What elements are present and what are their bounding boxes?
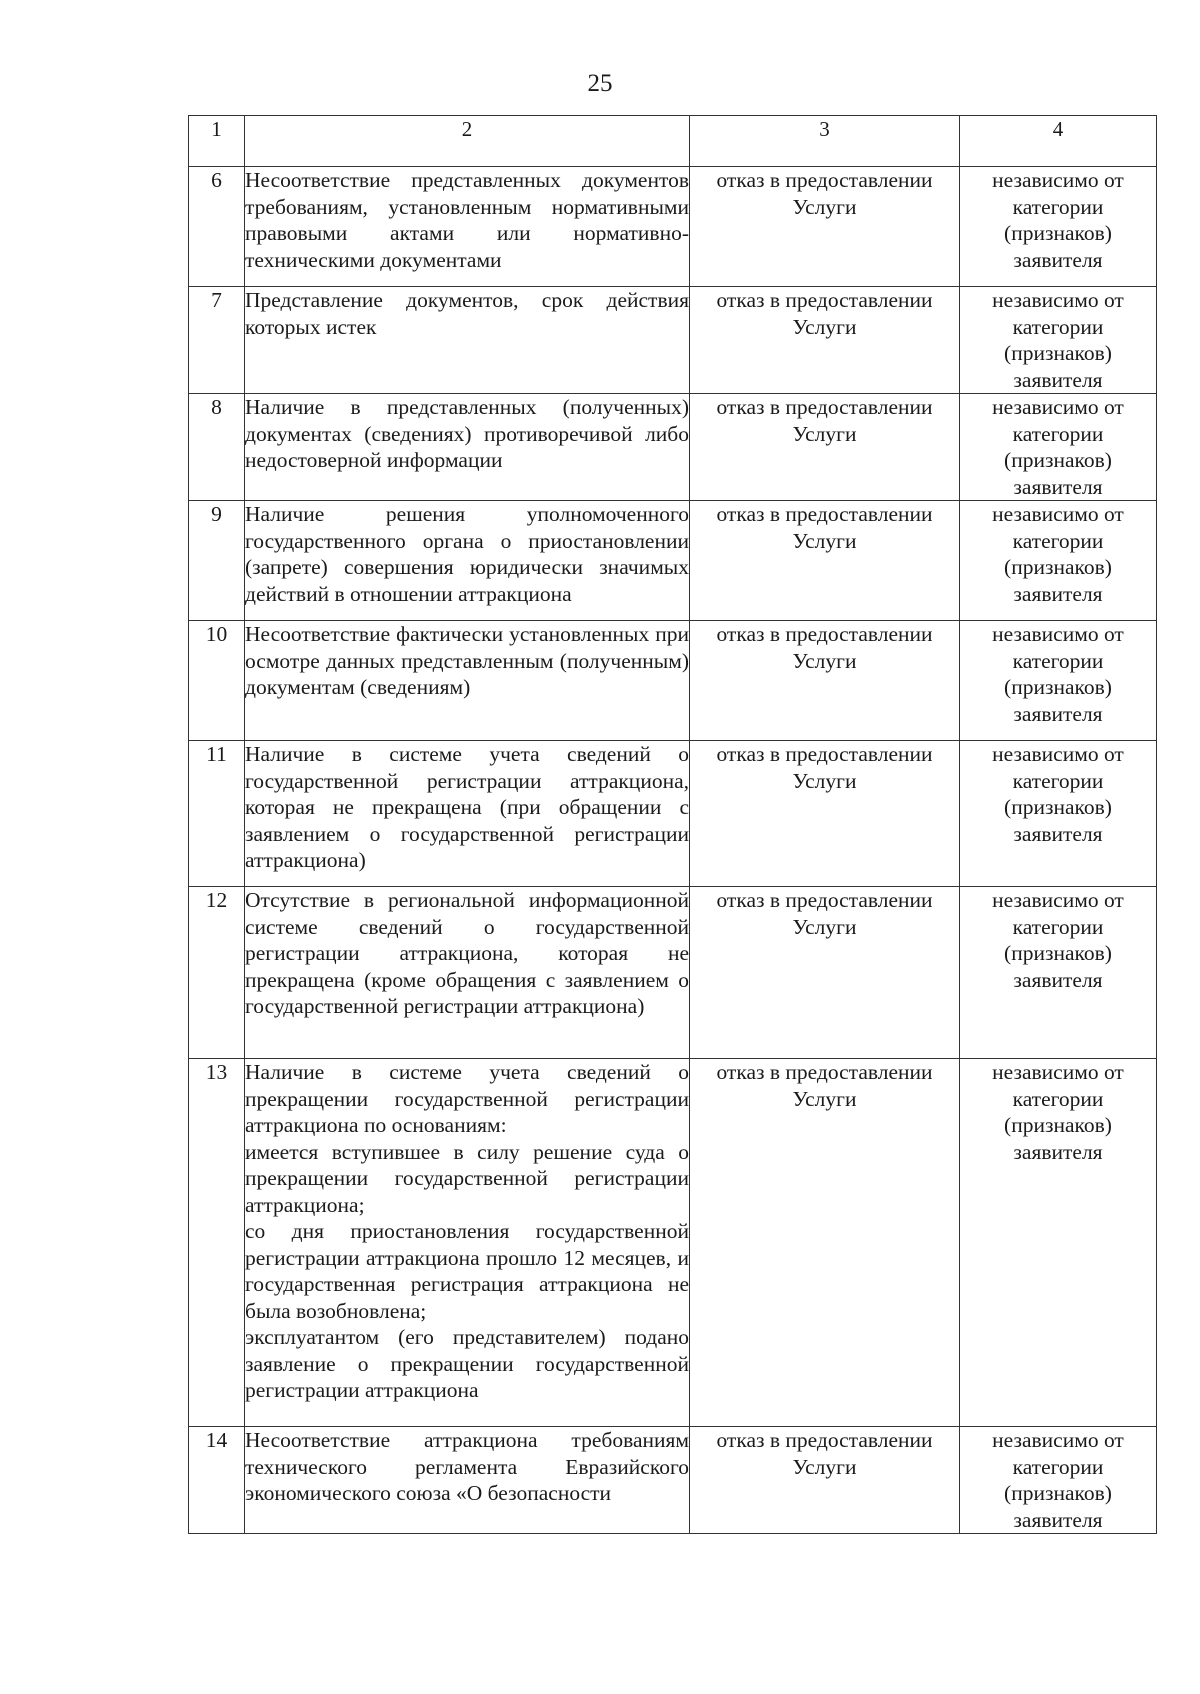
- column-header: 2: [245, 116, 690, 167]
- row-number: 13: [189, 1059, 245, 1427]
- refusal-result: отказ в предоставлении Услуги: [690, 167, 960, 287]
- refusal-result: отказ в предоставлении Услуги: [690, 394, 960, 501]
- table-row: [189, 167, 1157, 287]
- applicant-category: независимо от категории (признаков) заявителя: [960, 167, 1157, 287]
- table-header-row: [189, 116, 1157, 167]
- refusal-reason: Наличие в представленных (полученных) документах (сведениях) противоречивой либо недостоверной информации: [245, 395, 689, 472]
- table-row: [189, 394, 1157, 501]
- refusal-result: отказ в предоставлении Услуги: [690, 501, 960, 621]
- row-number: 9: [189, 501, 245, 621]
- applicant-category: независимо от категории (признаков) заявителя: [960, 287, 1157, 394]
- table-row: [189, 741, 1157, 887]
- refusal-reason: Отсутствие в региональной информационной системе сведений о государственной регистрации аттракциона, которая не прекращена (кроме обращения с заявлением о государственной регистрации аттракциона): [245, 888, 689, 1018]
- applicant-category: независимо от категории (признаков) заявителя: [960, 1427, 1157, 1534]
- table-row: [189, 287, 1157, 394]
- page-number: 25: [587, 70, 613, 97]
- row-number: 8: [189, 394, 245, 501]
- applicant-category: независимо от категории (признаков) заявителя: [960, 741, 1157, 887]
- row-number: 14: [189, 1427, 245, 1534]
- refusal-result: отказ в предоставлении Услуги: [690, 287, 960, 394]
- row-number: 10: [189, 621, 245, 741]
- row-number: 12: [189, 887, 245, 1059]
- row-number: 11: [189, 741, 245, 887]
- column-header: 1: [189, 116, 245, 167]
- table-row: [189, 501, 1157, 621]
- table-row: [189, 887, 1157, 1059]
- refusal-result: отказ в предоставлении Услуги: [690, 621, 960, 741]
- applicant-category: независимо от категории (признаков) заявителя: [960, 394, 1157, 501]
- refusal-reason: Несоответствие аттракциона требованиям технического регламента Евразийского экономического союза «О безопасности: [245, 1428, 689, 1505]
- table-row: [189, 1059, 1157, 1427]
- refusal-result: отказ в предоставлении Услуги: [690, 1427, 960, 1534]
- refusal-reason: Наличие в системе учета сведений о прекращении государственной регистрации аттракциона по основаниям: имеется вступившее в силу решение суда о прекращении государственной регистрации аттракциона; со дня приостановления государственной регистрации аттракциона прошло 12 месяцев, и государственная регистрация аттракциона не была возобновлена; эксплуатантом (его представителем) подано заявление о прекращении государственной регистрации аттракциона: [245, 1060, 689, 1402]
- applicant-category: независимо от категории (признаков) заявителя: [960, 621, 1157, 741]
- applicant-category: независимо от категории (признаков) заявителя: [960, 501, 1157, 621]
- refusal-result: отказ в предоставлении Услуги: [690, 1059, 960, 1427]
- refusal-reason: Несоответствие фактически установленных при осмотре данных представленным (полученным) документам (сведениям): [245, 622, 689, 699]
- refusal-reason: Наличие в системе учета сведений о государственной регистрации аттракциона, которая не прекращена (при обращении с заявлением о государственной регистрации аттракциона): [245, 742, 689, 872]
- row-number: 7: [189, 287, 245, 394]
- refusal-reason: Представление документов, срок действия которых истек: [245, 288, 689, 339]
- column-header: 3: [690, 116, 960, 167]
- row-number: 6: [189, 167, 245, 287]
- table-row: [189, 1427, 1157, 1534]
- refusal-reason: Наличие решения уполномоченного государственного органа о приостановлении (запрете) совершения юридически значимых действий в отношении аттракциона: [245, 502, 689, 606]
- refusal-grounds-table: [188, 115, 1157, 1534]
- refusal-result: отказ в предоставлении Услуги: [690, 887, 960, 1059]
- column-header: 4: [960, 116, 1157, 167]
- applicant-category: независимо от категории (признаков) заявителя: [960, 887, 1157, 1059]
- refusal-result: отказ в предоставлении Услуги: [690, 741, 960, 887]
- refusal-reason: Несоответствие представленных документов требованиям, установленным нормативными правовыми актами или нормативно-техническими документами: [245, 168, 689, 272]
- applicant-category: независимо от категории (признаков) заявителя: [960, 1059, 1157, 1427]
- table-row: [189, 621, 1157, 741]
